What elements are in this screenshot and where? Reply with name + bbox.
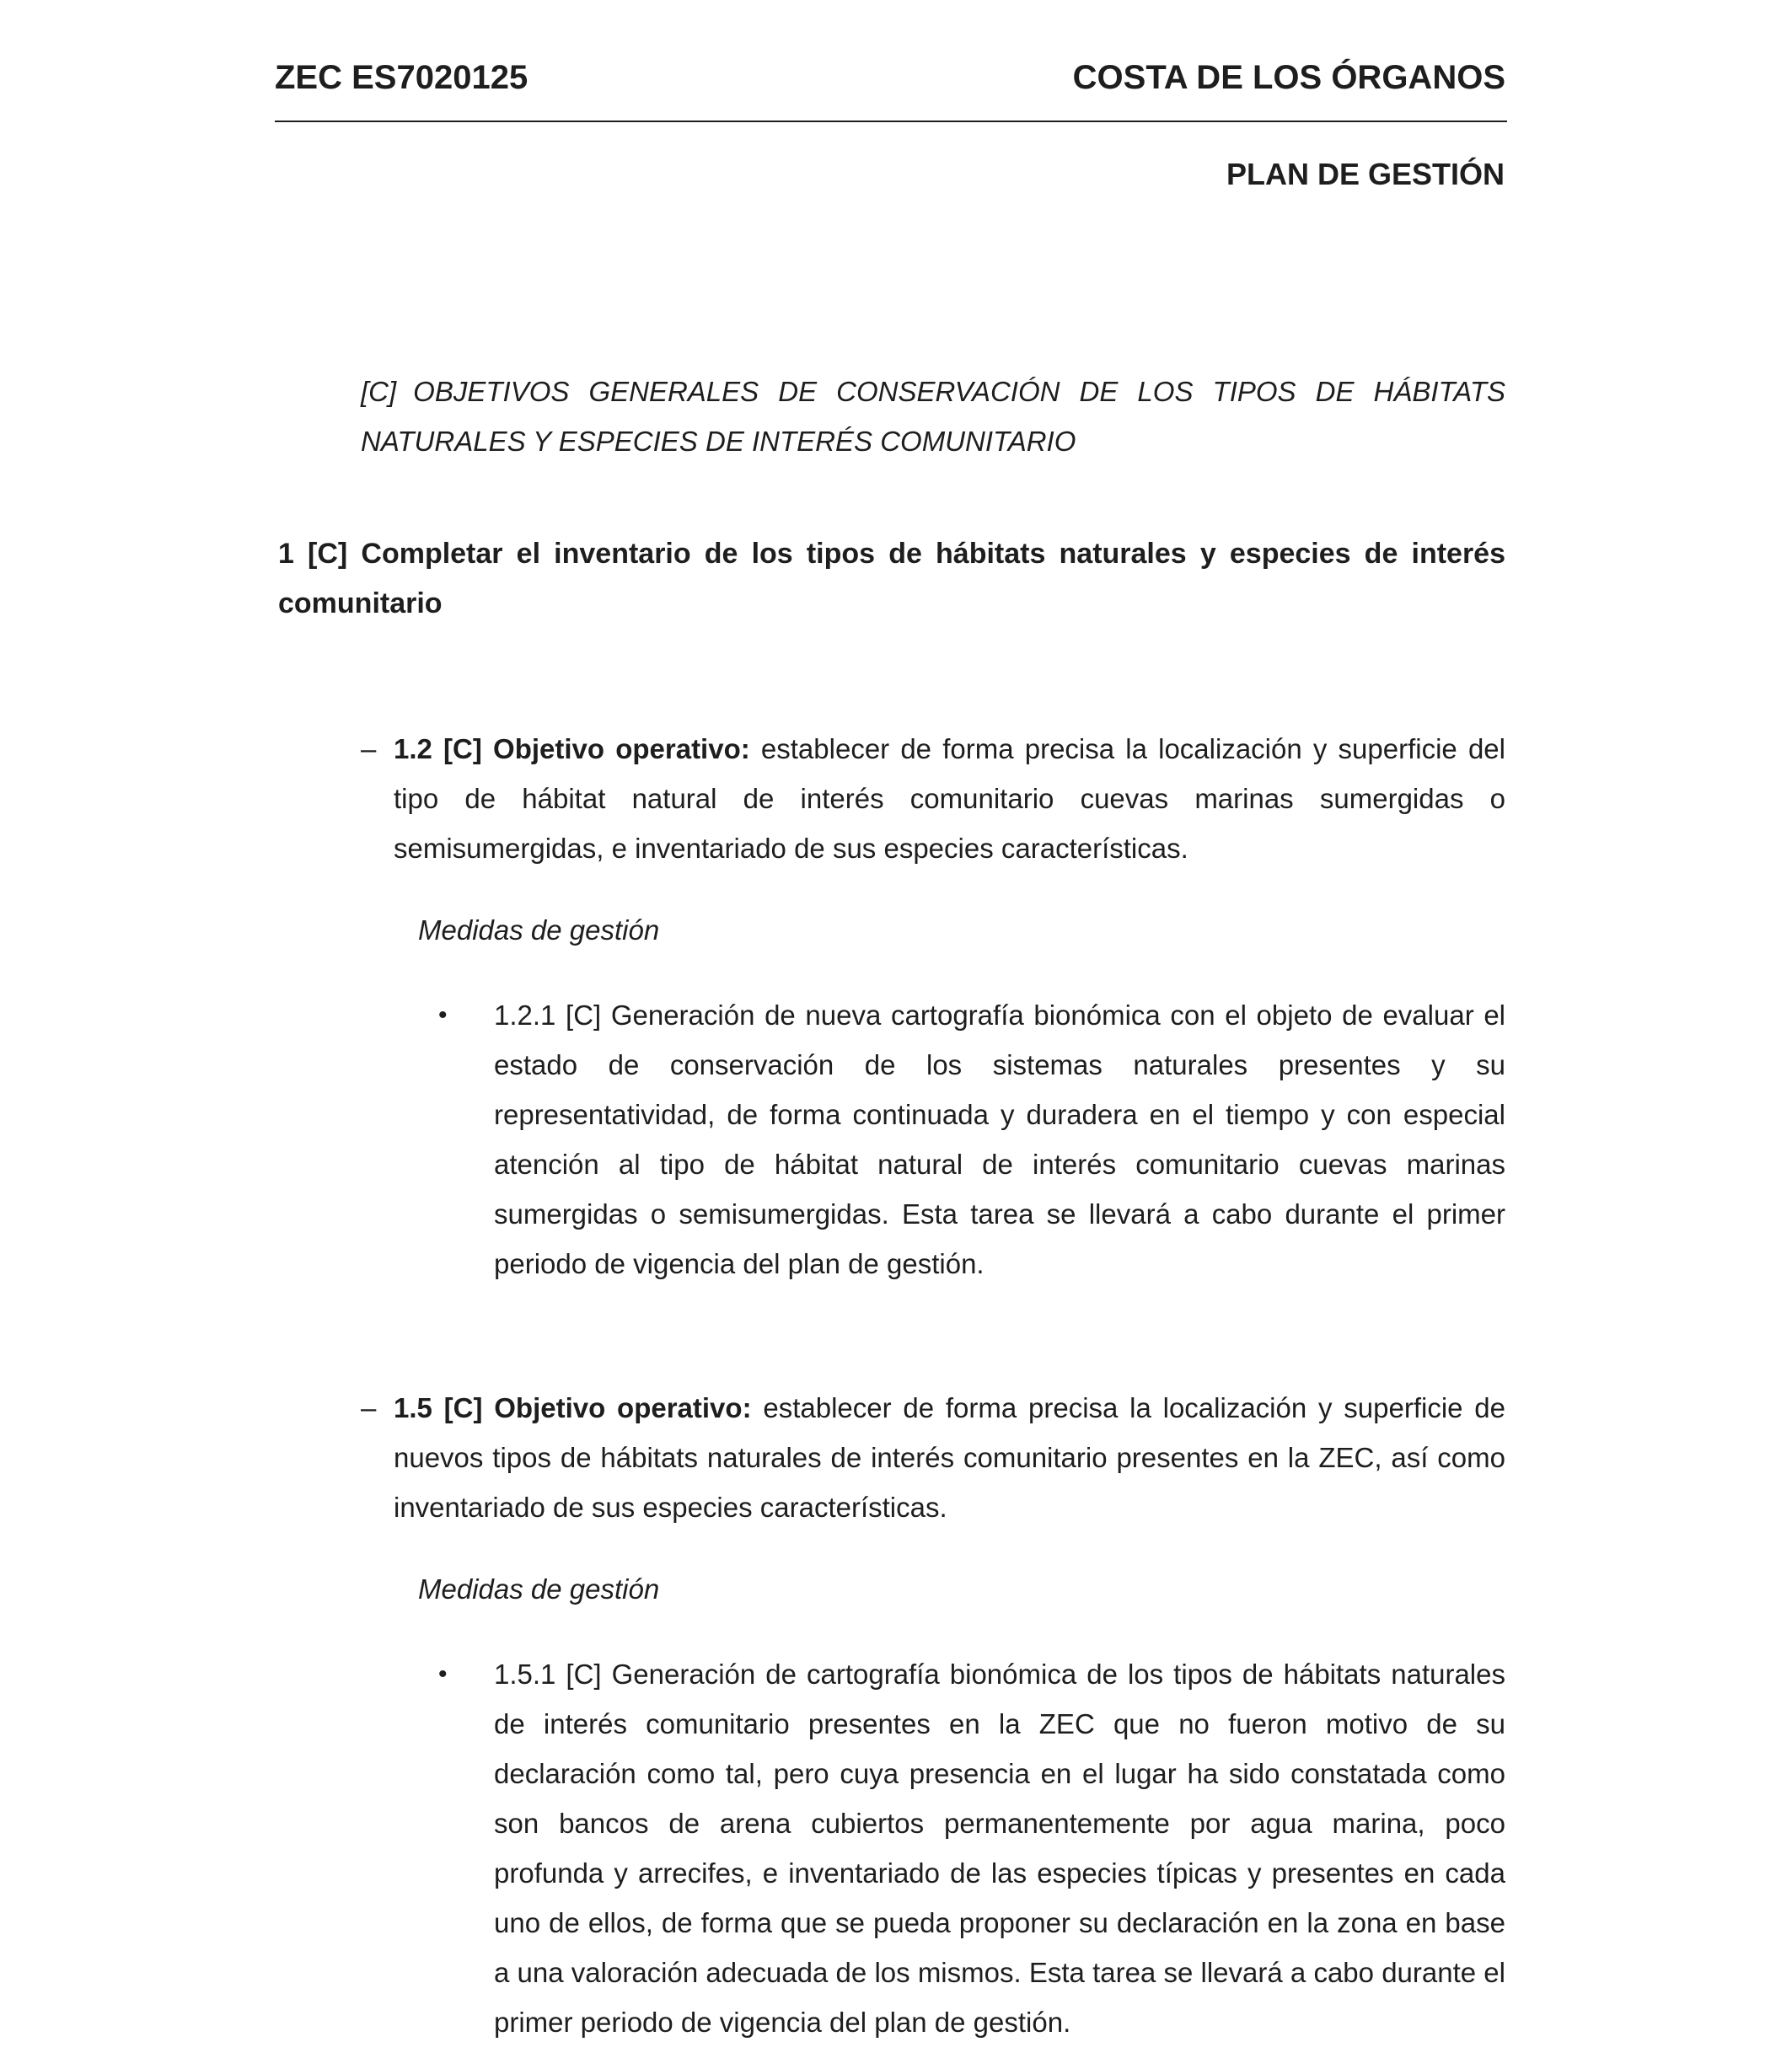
objectives-heading	[361, 367, 1505, 466]
objective-text: establecer de forma precisa la localización y superficie del tipo de hábitat natural de interés comunitario cuevas marinas sumergidas o semisumergidas, e inventariado de sus especies características.	[394, 733, 1505, 864]
measure-text: 1.5.1 [C] Generación de cartografía bionómica de los tipos de hábitats naturales de interés comunitario presentes en la ZEC que no fueron motivo de su declaración como tal, pero cuya presencia en el lugar ha sido constatada como son bancos de arena cubiertos permanentemente por agua marina, poco profunda y arrecifes, e inventariado de las especies típicas y presentes en cada uno de ellos, de forma que se pueda proponer su declaración en la zona en base a una valoración adecuada de los mismos. Esta tarea se llevará a cabo durante el primer periodo de vigencia del plan de gestión.	[494, 1659, 1505, 2038]
measures-heading-1-5: Medidas de gestión	[418, 1573, 660, 1605]
objective-label: 1.5 [C] Objetivo operativo:	[394, 1392, 752, 1423]
operational-objective-1-2	[361, 724, 1505, 873]
measure-1-5-1	[438, 1649, 1505, 2047]
header-site-code: ZEC ES7020125	[275, 58, 528, 96]
operational-objective-1-5	[361, 1383, 1505, 1532]
objectives-heading-text: OBJETIVOS GENERALES DE CONSERVACIÓN DE LOS TIPOS DE HÁBITATS NATURALES Y ESPECIES DE INTERÉS COMUNITARIO	[361, 376, 1505, 457]
measure-1-2-1	[438, 990, 1505, 1289]
dash-marker: –	[361, 733, 377, 764]
bullet-marker: •	[438, 1660, 448, 1688]
objective-label: 1.2 [C] Objetivo operativo:	[394, 733, 750, 764]
dash-marker: –	[361, 1392, 377, 1423]
objective-paragraph	[394, 1383, 1505, 1532]
header-divider	[275, 121, 1507, 122]
measures-heading-1-2: Medidas de gestión	[418, 914, 660, 946]
header-site-name: COSTA DE LOS ÓRGANOS	[1072, 58, 1505, 96]
page-header	[275, 56, 1505, 99]
objectives-heading-label: [C]	[361, 376, 397, 407]
section-1-title: 1 [C] Completar el inventario de los tipos de hábitats naturales y especies de interés comunitario	[278, 538, 1505, 619]
bullet-marker: •	[438, 1001, 448, 1029]
header-plan-title: PLAN DE GESTIÓN	[1226, 157, 1505, 191]
objective-text: establecer de forma precisa la localización y superficie de nuevos tipos de hábitats naturales de interés comunitario presentes en la ZEC, así como inventariado de sus especies características.	[394, 1392, 1505, 1523]
measure-text: 1.2.1 [C] Generación de nueva cartografía bionómica con el objeto de evaluar el estado de conservación de los sistemas naturales presentes y su representatividad, de forma continuada y duradera en el tiempo y con especial atención al tipo de hábitat natural de interés comunitario cuevas marinas sumergidas o semisumergidas. Esta tarea se llevará a cabo durante el primer periodo de vigencia del plan de gestión.	[494, 1000, 1505, 1279]
objective-paragraph	[394, 724, 1505, 873]
